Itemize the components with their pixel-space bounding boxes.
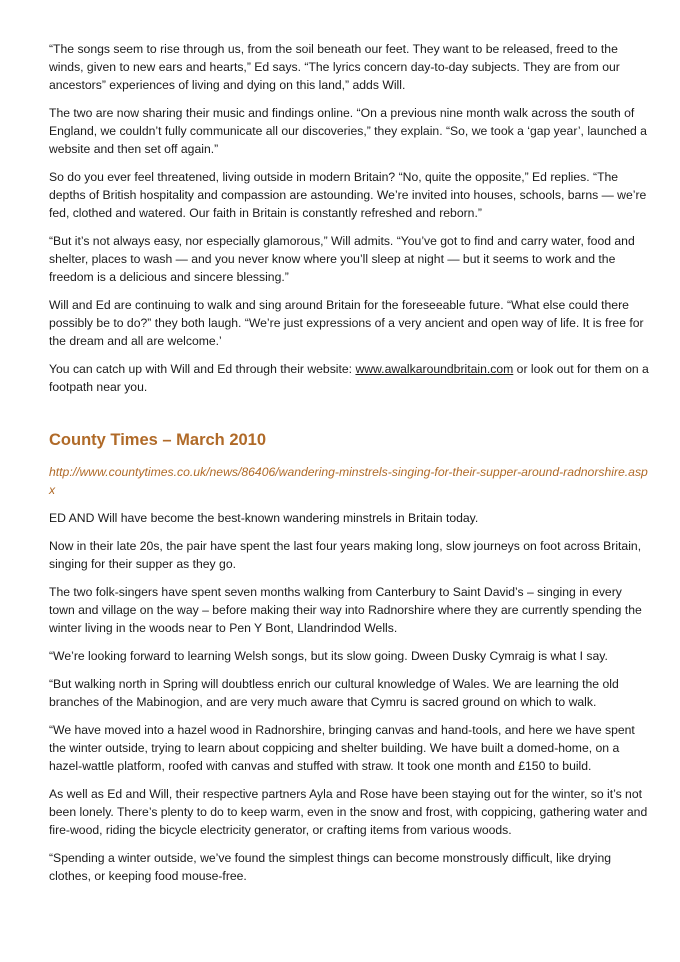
paragraph: “We have moved into a hazel wood in Radnorshire, bringing canvas and hand-tools, and here we have spent the winter outside, trying to learn about coppicing and shelter building. We have built a domed-home, on a hazel-wattle platform, roofed with canvas and stuffed with straw. It took one month and £150 to build. (49, 723, 635, 773)
paragraph: ED AND Will have become the best-known wandering minstrels in Britain today. (49, 511, 479, 525)
website-text-before: You can catch up with Will and Ed through their website: (49, 362, 356, 376)
section-heading: County Times – March 2010 (49, 431, 267, 449)
paragraph: “Spending a winter outside, we’ve found the simplest things can become monstrously difficult, like drying clothes, or keeping food mouse-free. (49, 851, 612, 883)
paragraph: “But walking north in Spring will doubtless enrich our cultural knowledge of Wales. We are learning the old branches of the Mabinogion, and are very much aware that Cymru is sacred ground on which to walk. (49, 677, 619, 709)
paragraph: The two are now sharing their music and findings online. “On a previous nine month walk across the south of England, we couldn’t fully communicate all our discoveries,” they explain. “So, we took a ‘gap year’, launched a website and then set off again.” (49, 106, 647, 156)
paragraph: So do you ever feel threatened, living outside in modern Britain? “No, quite the opposite,” Ed replies. “The depths of British hospitality and compassion are astounding. We’re invited into houses, schools, barns — we’re fed, clothed and watered. Our faith in Britain is constantly refreshed and reborn.” (49, 170, 647, 220)
website-text-after: or look out for them on a footpath near you. (49, 362, 649, 394)
paragraph: “But it’s not always easy, nor especially glamorous,” Will admits. “You’ve got to find and carry water, food and shelter, places to wash — and you never know where you’ll sleep at night — but it seems to work and the freedom is a delicious and sincere blessing.” (49, 234, 635, 284)
document-page (49, 40, 649, 885)
website-link[interactable]: www.awalkaroundbritain.com (355, 362, 514, 376)
paragraph: Will and Ed are continuing to walk and sing around Britain for the foreseeable future. “What else could there possibly be to do?” they both laugh. “We’re just expressions of a very ancient and open way of life. It is free for the dream and all are welcome.’ (49, 298, 644, 348)
paragraph: “We’re looking forward to learning Welsh songs, but its slow going. Dween Dusky Cymraig is what I say. (49, 649, 608, 663)
paragraph: Now in their late 20s, the pair have spent the last four years making long, slow journeys on foot across Britain, singing for their supper as they go. (49, 539, 642, 571)
website-paragraph (49, 360, 649, 396)
paragraph: “The songs seem to rise through us, from the soil beneath our feet. They want to be released, freed to the winds, given to new ears and hearts,” Ed says. “The lyrics concern day-to-day subjects. They are from our ancestors” experiences of living and dying on this land,” adds Will. (49, 42, 620, 92)
source-url: http://www.countytimes.co.uk/news/86406/wandering-minstrels-singing-for-their-supper-around-radnorshire.aspx (49, 465, 648, 497)
paragraph: The two folk-singers have spent seven months walking from Canterbury to Saint David’s – singing in every town and village on the way – before making their way into Radnorshire where they are currently spending the winter living in the woods near to Pen Y Bont, Llandrindod Wells. (49, 585, 642, 635)
paragraph: As well as Ed and Will, their respective partners Ayla and Rose have been staying out for the winter, so it’s not been lonely. There’s plenty to do to keep warm, even in the snow and frost, with coppicing, gathering water and fire-wood, riding the bicycle electricity generator, or crafting items from various woods. (49, 787, 648, 837)
